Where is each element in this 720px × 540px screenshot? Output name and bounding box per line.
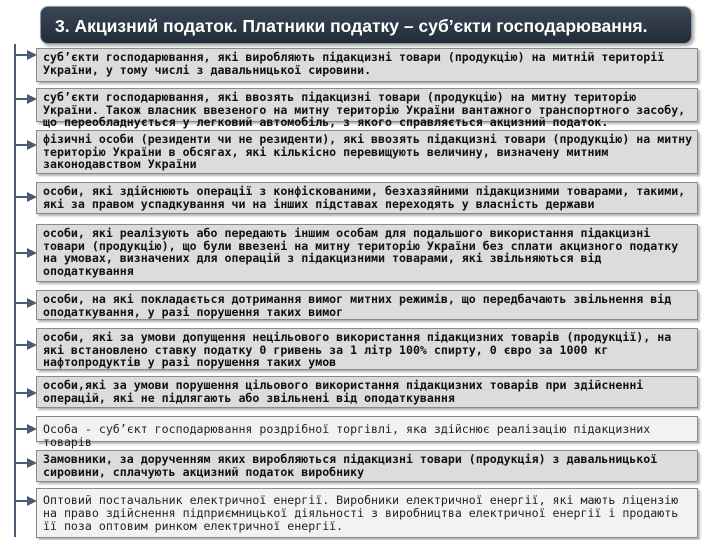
payer-item: Замовники, за дорученням яких виробляються підакцизні товари (продукція) з давальницької сировини, сплачують акцизний податок виробнику — [36, 450, 698, 482]
payer-item: Оптовий постачальник електричної енергії. Виробники електричної енергії, які мають ліцензію на право здійснення підприємницької діяльності з виробництва електричної енергії і продають її поза оптовим ринком електричної енергії. — [36, 488, 698, 538]
payer-item: суб’єкти господарювання, які ввозять підакцизні товари (продукцію) на митну територію України. Також власник ввезеного на митну територію України вантажного транспортного засобу, що переобладнується у легковий автомобіль, з якого справляється акцизний податок. — [36, 88, 698, 122]
payer-item: Особа - суб’єкт господарювання роздрібної торгівлі, яка здійснює реалізацію підакцизних товарів — [36, 416, 698, 442]
payer-item: особи,які за умови порушення цільового використання підакцизних товарів при здійсненні операцій, які не підлягають або звільнені від оподаткування — [36, 376, 698, 408]
payer-item: фізичні особи (резиденти чи не резиденти), які ввозять підакцизні товари (продукцію) на митну територію України в обсягах, які кількісно перевищують величину, визначену митним законодавством України — [36, 130, 698, 174]
payer-item: особи, які реалізують або передають іншим особам для подальшого використання підакцизні товари (продукцію), що були ввезені на митну територію України без сплати акцизного податку на умовах, визначених для операцій з підакцизними товарами, які звільняються від оподаткування — [36, 224, 698, 282]
payer-item: особи, які здійснюють операції з конфіскованими, безхазяйними підакцизними товарами, такими, які за правом успадкування чи на інших підставах переходять у власність держави — [36, 182, 698, 214]
slide-title: 3. Акцизний податок. Платники податку – суб’єкти господарювання. — [40, 6, 692, 44]
payer-item: особи, на які покладається дотримання вимог митних режимів, що передбачають звільнення від оподаткування, у разі порушення таких вимог — [36, 290, 698, 320]
payer-item: суб’єкти господарювання, які виробляють підакцизні товари (продукцію) на митній території України, у тому числі з давальницької сировини. — [36, 48, 698, 82]
payer-item: особи, які за умови допущення нецільового використання підакцизних товарів (продукції), на які встановлено ставку податку 0 гривень за 1 літр 100% спирту, 0 євро за 1000 кг нафтопродуктів у разі порушення таких умов — [36, 328, 698, 370]
